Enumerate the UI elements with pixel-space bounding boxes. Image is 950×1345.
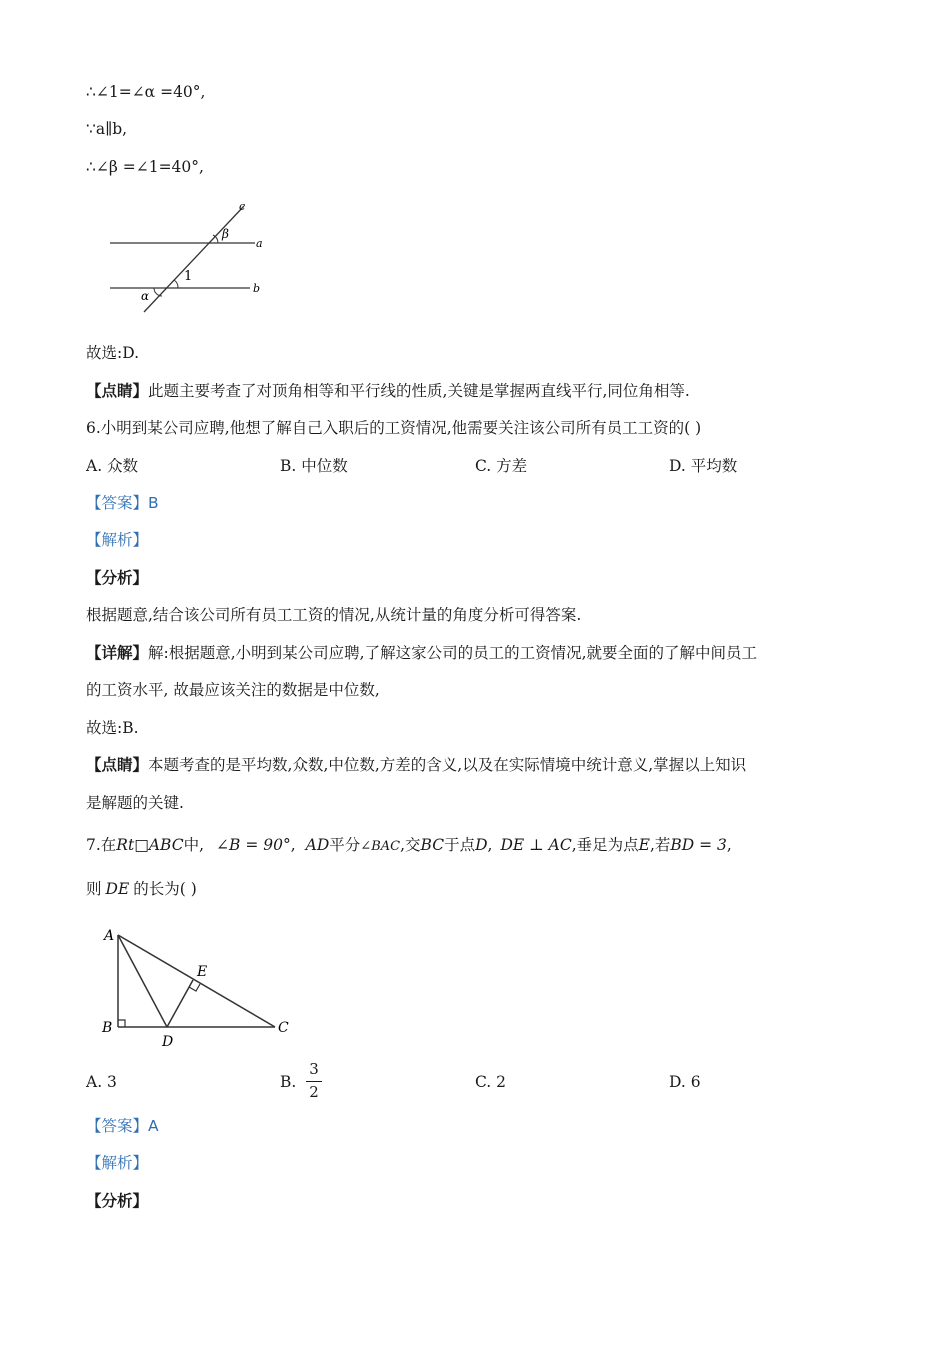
q7-sep1: , [290,836,296,854]
q6-detail-line-1 [86,643,757,663]
proof-line-3: ∴∠β =∠1=40°, [86,158,204,176]
q7-de: DE [105,880,130,898]
q7-option-b-fraction [306,1060,322,1103]
q5-tip [86,381,690,401]
answer-value: B [148,494,159,512]
q6-choose: 故选:B. [86,719,139,737]
q6-tip-line-1 [86,755,746,775]
q7-zhong: 中, [183,836,205,854]
q6-tip-line-2: 是解题的关键. [86,794,184,812]
q7-ruo: ,若 [649,836,671,854]
right-triangle-figure [95,920,305,1050]
q7-chuizu: ,垂足为点 [571,836,639,854]
q7-answer-value: A [148,1117,159,1135]
side-ac [118,935,275,1027]
parallel-lines-figure [100,200,280,320]
q6-tip-tag: 【点睛】 [86,755,149,774]
label-B: B [102,1020,113,1036]
q6-detail-line-2: 的工资水平, 故最应该关注的数据是中位数, [86,681,380,699]
q7-prefix: 7.在 [86,836,117,854]
q6-option-b: B. 中位数 [280,457,348,475]
fraction-bar [306,1081,322,1082]
q6-option-c: C. 方差 [475,457,528,475]
q7-ad: AD [305,836,330,854]
q7-angle-b: ∠B = 90° [216,836,291,854]
detail-text-1: 解:根据题意,小明到某公司应聘,了解这家公司的员工的工资情况,就要全面的了解中间员工 [148,644,758,662]
label-1: 1 [184,269,193,284]
angle-1-arc [174,280,178,288]
label-C: C [278,1020,289,1036]
answer-tag: 【答案】 [86,494,149,512]
q7-fenxi-tag: 【分析】 [86,1191,149,1210]
q7-option-a: A. 3 [86,1073,117,1091]
q7-bc: BC [420,836,445,854]
q6-fenxi-text: 根据题意,结合该公司所有员工工资的情况,从统计量的角度分析可得答案. [86,606,582,624]
q7-question-line-1 [86,835,732,857]
q7-e: E [638,836,650,854]
q7-option-b: B. [280,1073,297,1091]
fraction-denominator: 2 [309,1083,319,1101]
q6-fenxi-tag: 【分析】 [86,568,149,587]
label-c: c [239,200,246,213]
q7-ze: 则 [86,880,102,898]
label-D: D [162,1034,174,1050]
q7-jiao: ,交 [400,836,421,854]
q7-de-ac: DE ⊥ AC [500,836,572,854]
label-a: a [256,237,263,250]
q7-yudian: 于点 [444,836,476,854]
q7-sep3: , [726,836,732,854]
q7-answer [86,1116,159,1136]
q6-answer [86,493,159,513]
q6-option-a: A. 众数 [86,457,139,475]
label-A: A [104,928,115,944]
q6-tip-text-1: 本题考查的是平均数,众数,中位数,方差的含义,以及在实际情境中统计意义,掌握以上知识 [148,756,747,774]
tip-tag: 【点睛】 [86,381,149,400]
q7-rt: Rt□ABC [116,836,184,854]
label-b: b [253,282,261,295]
q7-d: D [475,836,488,854]
label-beta: β [222,227,229,241]
q5-choose: 故选:D. [86,344,140,362]
q7-option-d: D. 6 [669,1073,701,1091]
q7-bd: BD = 3 [670,836,727,854]
proof-line-1: ∴∠1=∠α =40°, [86,83,206,101]
q7-question-line-2 [86,879,197,899]
q6-analysis-tag: 【解析】 [86,531,149,549]
label-E: E [197,964,208,980]
q7-sep2: , [487,836,493,854]
q7-answer-tag: 【答案】 [86,1117,149,1135]
detail-tag: 【详解】 [86,643,149,662]
proof-line-2: ∵a∥b, [86,120,128,138]
right-angle-mark-b [118,1020,125,1027]
label-alpha: α [141,289,150,303]
q6-question: 6.小明到某公司应聘,他想了解自己入职后的工资情况,他需要关注该公司所有员工工资的( ) [86,419,702,437]
q6-option-d: D. 平均数 [669,457,738,475]
q7-bac: ∠BAC [360,839,401,854]
q7-analysis-tag: 【解析】 [86,1154,149,1172]
q7-option-c: C. 2 [475,1073,507,1091]
fraction-numerator: 3 [309,1060,319,1078]
tip-text: 此题主要考查了对顶角相等和平行线的性质,关键是掌握两直线平行,同位角相等. [148,382,690,400]
q7-tail: 的长为( ) [133,880,197,898]
transversal-c [144,206,244,312]
q7-pingfen: 平分 [329,836,361,854]
